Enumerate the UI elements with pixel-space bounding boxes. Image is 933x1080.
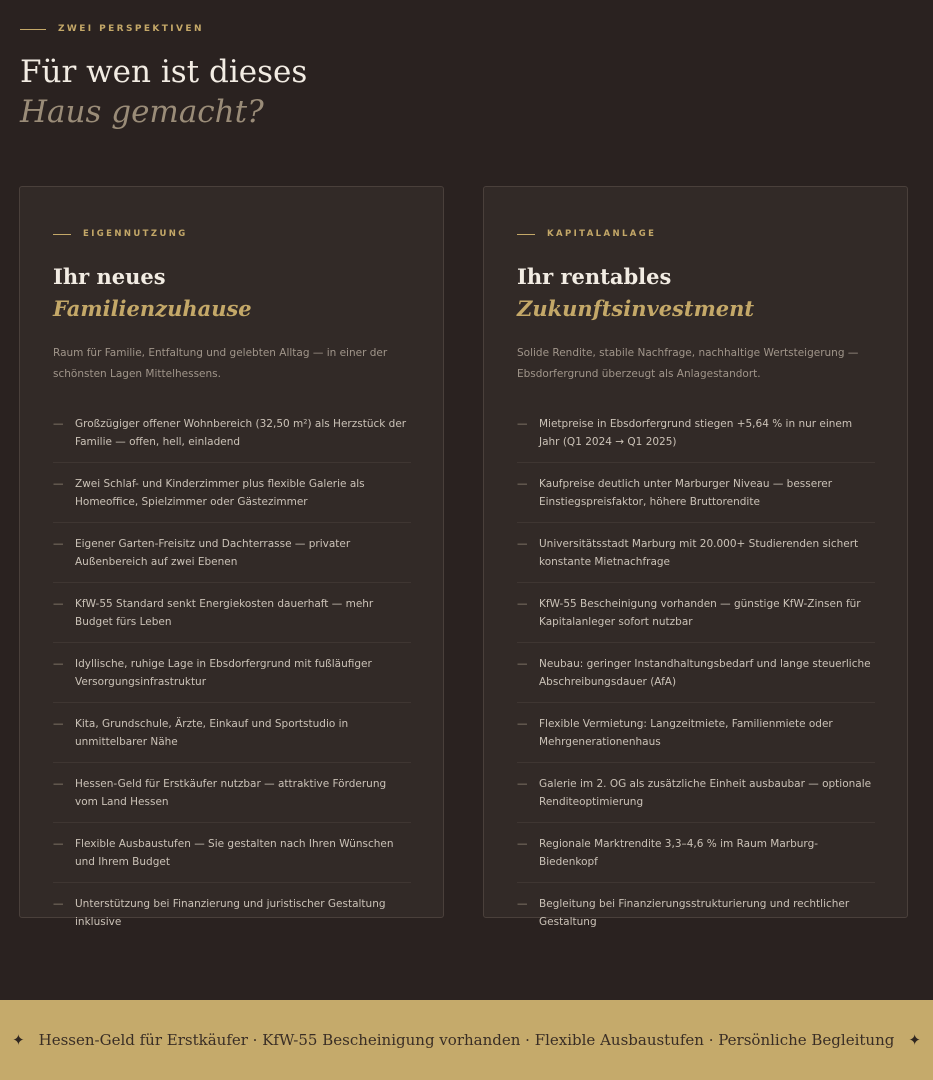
card-tag [53, 227, 411, 241]
list-item [53, 643, 411, 703]
list-item [517, 643, 875, 703]
list-item-text: Flexible Ausbaustufen — Sie gestalten nach Ihren Wünschen und Ihrem Budget [75, 838, 394, 868]
list-item [53, 583, 411, 643]
card-intro: Solide Rendite, stabile Nachfrage, nachhaltige Wertsteigerung — Ebsdorfergrund überzeugt als Anlagestandort. [517, 347, 859, 380]
list-item [517, 703, 875, 763]
dash-icon: — [53, 418, 64, 430]
dash-icon: — [517, 898, 528, 910]
list-item-text: KfW-55 Bescheinigung vorhanden — günstige KfW-Zinsen für Kapitalanleger sofort nutzbar [539, 598, 861, 628]
dash-icon: — [517, 598, 528, 610]
dash-icon: — [53, 598, 64, 610]
list-item [517, 523, 875, 583]
list-item [53, 883, 411, 942]
card-intro: Raum für Familie, Entfaltung und gelebten Alltag — in einer der schönsten Lagen Mittelhessens. [53, 347, 388, 380]
card-tag-label: KAPITALANLAGE [547, 229, 657, 239]
list-item-text: Hessen-Geld für Erstkäufer nutzbar — attraktive Förderung vom Land Hessen [75, 778, 387, 808]
star-icon: ✦ [12, 1031, 25, 1049]
list-item-text: Kita, Grundschule, Ärzte, Einkauf und Sportstudio in unmittelbarer Nähe [75, 718, 349, 748]
list-item [53, 703, 411, 763]
list-item-text: Galerie im 2. OG als zusätzliche Einheit ausbaubar — optionale Renditeoptimierung [539, 778, 872, 808]
card-title-line-2: Familienzuhause [53, 296, 252, 321]
list-item-text: Mietpreise in Ebsdorfergrund stiegen +5,64 % in nur einem Jahr (Q1 2024 → Q1 2025) [539, 418, 853, 448]
section-eyebrow [20, 24, 204, 34]
list-item-text: KfW-55 Standard senkt Energiekosten dauerhaft — mehr Budget fürs Leben [75, 598, 374, 628]
tag-rule [53, 234, 71, 235]
star-icon: ✦ [908, 1031, 921, 1049]
list-item [517, 583, 875, 643]
section-headline [20, 52, 307, 132]
dash-icon: — [53, 538, 64, 550]
benefit-list [517, 403, 875, 942]
list-item [53, 763, 411, 823]
dash-icon: — [517, 838, 528, 850]
list-item-text: Idyllische, ruhige Lage in Ebsdorfergrund mit fußläufiger Versorgungsinfrastruktur [75, 658, 372, 688]
dash-icon: — [53, 478, 64, 490]
dash-icon: — [53, 658, 64, 670]
list-item [53, 523, 411, 583]
list-item-text: Universitätsstadt Marburg mit 20.000+ Studierenden sichert konstante Mietnachfrage [539, 538, 859, 568]
list-item [517, 463, 875, 523]
dash-icon: — [517, 718, 528, 730]
benefit-list [53, 403, 411, 942]
list-item [517, 403, 875, 463]
list-item-text: Flexible Vermietung: Langzeitmiete, Familienmiete oder Mehrgenerationenhaus [539, 718, 833, 748]
banner-text: Hessen-Geld für Erstkäufer · KfW-55 Bescheinigung vorhanden · Flexible Ausbaustufen · Persönliche Begleitung [38, 1031, 895, 1049]
dash-icon: — [53, 778, 64, 790]
list-item-text: Großzügiger offener Wohnbereich (32,50 m²) als Herzstück der Familie — offen, hell, einladend [75, 418, 407, 448]
list-item-text: Regionale Marktrendite 3,3–4,6 % im Raum Marburg-Biedenkopf [539, 838, 819, 868]
list-item-text: Begleitung bei Finanzierungsstrukturierung und rechtlicher Gestaltung [539, 898, 850, 928]
list-item [517, 763, 875, 823]
features-banner [0, 1000, 933, 1080]
dash-icon: — [517, 478, 528, 490]
dash-icon: — [517, 778, 528, 790]
dash-icon: — [517, 418, 528, 430]
list-item [53, 463, 411, 523]
dash-icon: — [53, 898, 64, 910]
card-tag [517, 227, 875, 241]
dash-icon: — [53, 838, 64, 850]
card-title [517, 261, 875, 325]
card-eigennutzung [19, 186, 444, 928]
card-tag-label: EIGENNUTZUNG [83, 229, 188, 239]
list-item [517, 823, 875, 883]
list-item-text: Unterstützung bei Finanzierung und juristischer Gestaltung inklusive [75, 898, 386, 928]
headline-line-1: Für wen ist dieses [20, 54, 308, 90]
dash-icon: — [517, 658, 528, 670]
eyebrow-label: ZWEI PERSPEKTIVEN [58, 24, 204, 34]
card-kapitalanlage [483, 186, 908, 928]
list-item [517, 883, 875, 942]
card-title-line-1: Ihr rentables [517, 264, 672, 289]
dash-icon: — [53, 718, 64, 730]
card-title-line-1: Ihr neues [53, 264, 166, 289]
list-item-text: Zwei Schlaf- und Kinderzimmer plus flexible Galerie als Homeoffice, Spielzimmer oder Gästezimmer [75, 478, 365, 508]
list-item [53, 823, 411, 883]
list-item-text: Neubau: geringer Instandhaltungsbedarf und lange steuerliche Abschreibungsdauer (AfA) [539, 658, 871, 688]
dash-icon: — [517, 538, 528, 550]
eyebrow-rule [20, 29, 46, 30]
card-title-line-2: Zukunftsinvestment [517, 296, 755, 321]
list-item-text: Kaufpreise deutlich unter Marburger Niveau — besserer Einstiegspreisfaktor, höhere Bruttorendite [539, 478, 833, 508]
list-item [53, 403, 411, 463]
card-title [53, 261, 411, 325]
list-item-text: Eigener Garten-Freisitz und Dachterrasse — privater Außenbereich auf zwei Ebenen [75, 538, 351, 568]
tag-rule [517, 234, 535, 235]
headline-line-2: Haus gemacht? [20, 94, 264, 130]
